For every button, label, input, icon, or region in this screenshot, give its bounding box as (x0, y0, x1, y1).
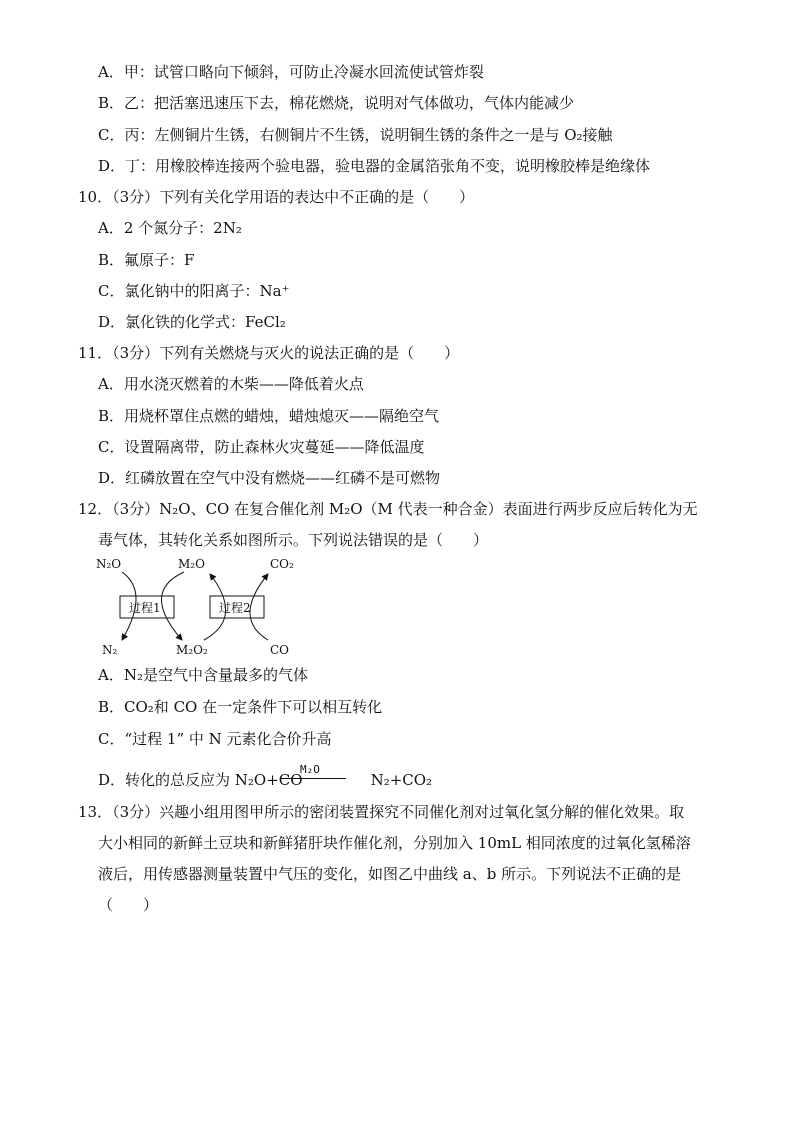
q13-stem-line4: （ ） (98, 896, 159, 914)
q10-stem: 10．（3分）下列有关化学用语的表达中不正确的是（ ） (78, 188, 475, 206)
q12-option-d-prefix: D．转化的总反应为 N₂O+CO (98, 771, 303, 789)
q9-option-c: C．丙：左侧铜片生锈，右侧铜片不生锈，说明铜生锈的条件之一是与 O₂接触 (98, 126, 613, 144)
q13-stem-line2: 大小相同的新鲜土豆块和新鲜猪肝块作催化剂，分别加入 10mL 相同浓度的过氧化氢稀溶 (98, 834, 691, 852)
diagram-label-co2: CO₂ (270, 557, 294, 571)
q13-stem-line1: 13．（3分）兴趣小组用图甲所示的密闭装置探究不同催化剂对过氧化氢分解的催化效果。取 (78, 803, 685, 821)
diagram-label-co: CO (270, 643, 290, 657)
q10-option-b: B．氟原子：F (98, 251, 195, 269)
q12-stem-line1: 12．（3分）N₂O、CO 在复合催化剂 M₂O（M 代表一种合金）表面进行两步反应后转化为无 (78, 500, 698, 518)
q9-option-b: B．乙：把活塞迅速压下去，棉花燃烧，说明对气体做功，气体内能减少 (98, 94, 575, 112)
q11-option-b: B．用烧杯罩住点燃的蜡烛，蜡烛熄灭——隔绝空气 (98, 407, 440, 425)
q10-option-a: A．2 个氮分子：2N₂ (98, 219, 242, 237)
q12-option-a: A．N₂是空气中含量最多的气体 (98, 666, 308, 684)
q11-stem: 11．（3分）下列有关燃烧与灭火的说法正确的是（ ） (78, 344, 460, 362)
q12-option-d-suffix: N₂+CO₂ (370, 771, 433, 789)
diagram-label-n2: N₂ (102, 643, 118, 657)
q12-option-c: C．“过程 1” 中 N 元素化合价升高 (98, 730, 332, 748)
diagram-label-m2o2: M₂O₂ (176, 643, 208, 657)
diagram-label-n2o: N₂O (96, 557, 122, 571)
q11-option-d: D．红磷放置在空气中没有燃烧——红磷不是可燃物 (98, 469, 441, 487)
q13-stem-line3: 液后，用传感器测量装置中气压的变化，如图乙中曲线 a、b 所示。下列说法不正确的是 (98, 865, 682, 883)
q9-option-a: A．甲：试管口略向下倾斜，可防止冷凝水回流使试管炸裂 (98, 63, 484, 81)
q12-option-d (98, 770, 432, 790)
process2-label: 过程2 (219, 601, 251, 615)
q11-option-c: C．设置隔离带，防止森林火灾蔓延——降低温度 (98, 438, 425, 456)
q12-stem-line2: 毒气体，其转化关系如图所示。下列说法错误的是（ ） (98, 531, 489, 549)
q12-conversion-diagram (92, 552, 302, 662)
q12-option-b: B．CO₂和 CO 在一定条件下可以相互转化 (98, 698, 383, 716)
q10-option-c: C．氯化钠中的阳离子：Na⁺ (98, 282, 290, 300)
q10-option-d: D．氯化铁的化学式：FeCl₂ (98, 313, 286, 331)
reaction-catalyst-label: M₂O (300, 763, 320, 776)
q11-option-a: A．用水浇灭燃着的木柴——降低着火点 (98, 375, 364, 393)
process1-label: 过程1 (129, 601, 161, 615)
q9-option-d: D．丁：用橡胶棒连接两个验电器，验电器的金属箔张角不变，说明橡胶棒是绝缘体 (98, 157, 651, 175)
reaction-equals-line (280, 778, 346, 779)
diagram-label-m2o: M₂O (178, 557, 205, 571)
